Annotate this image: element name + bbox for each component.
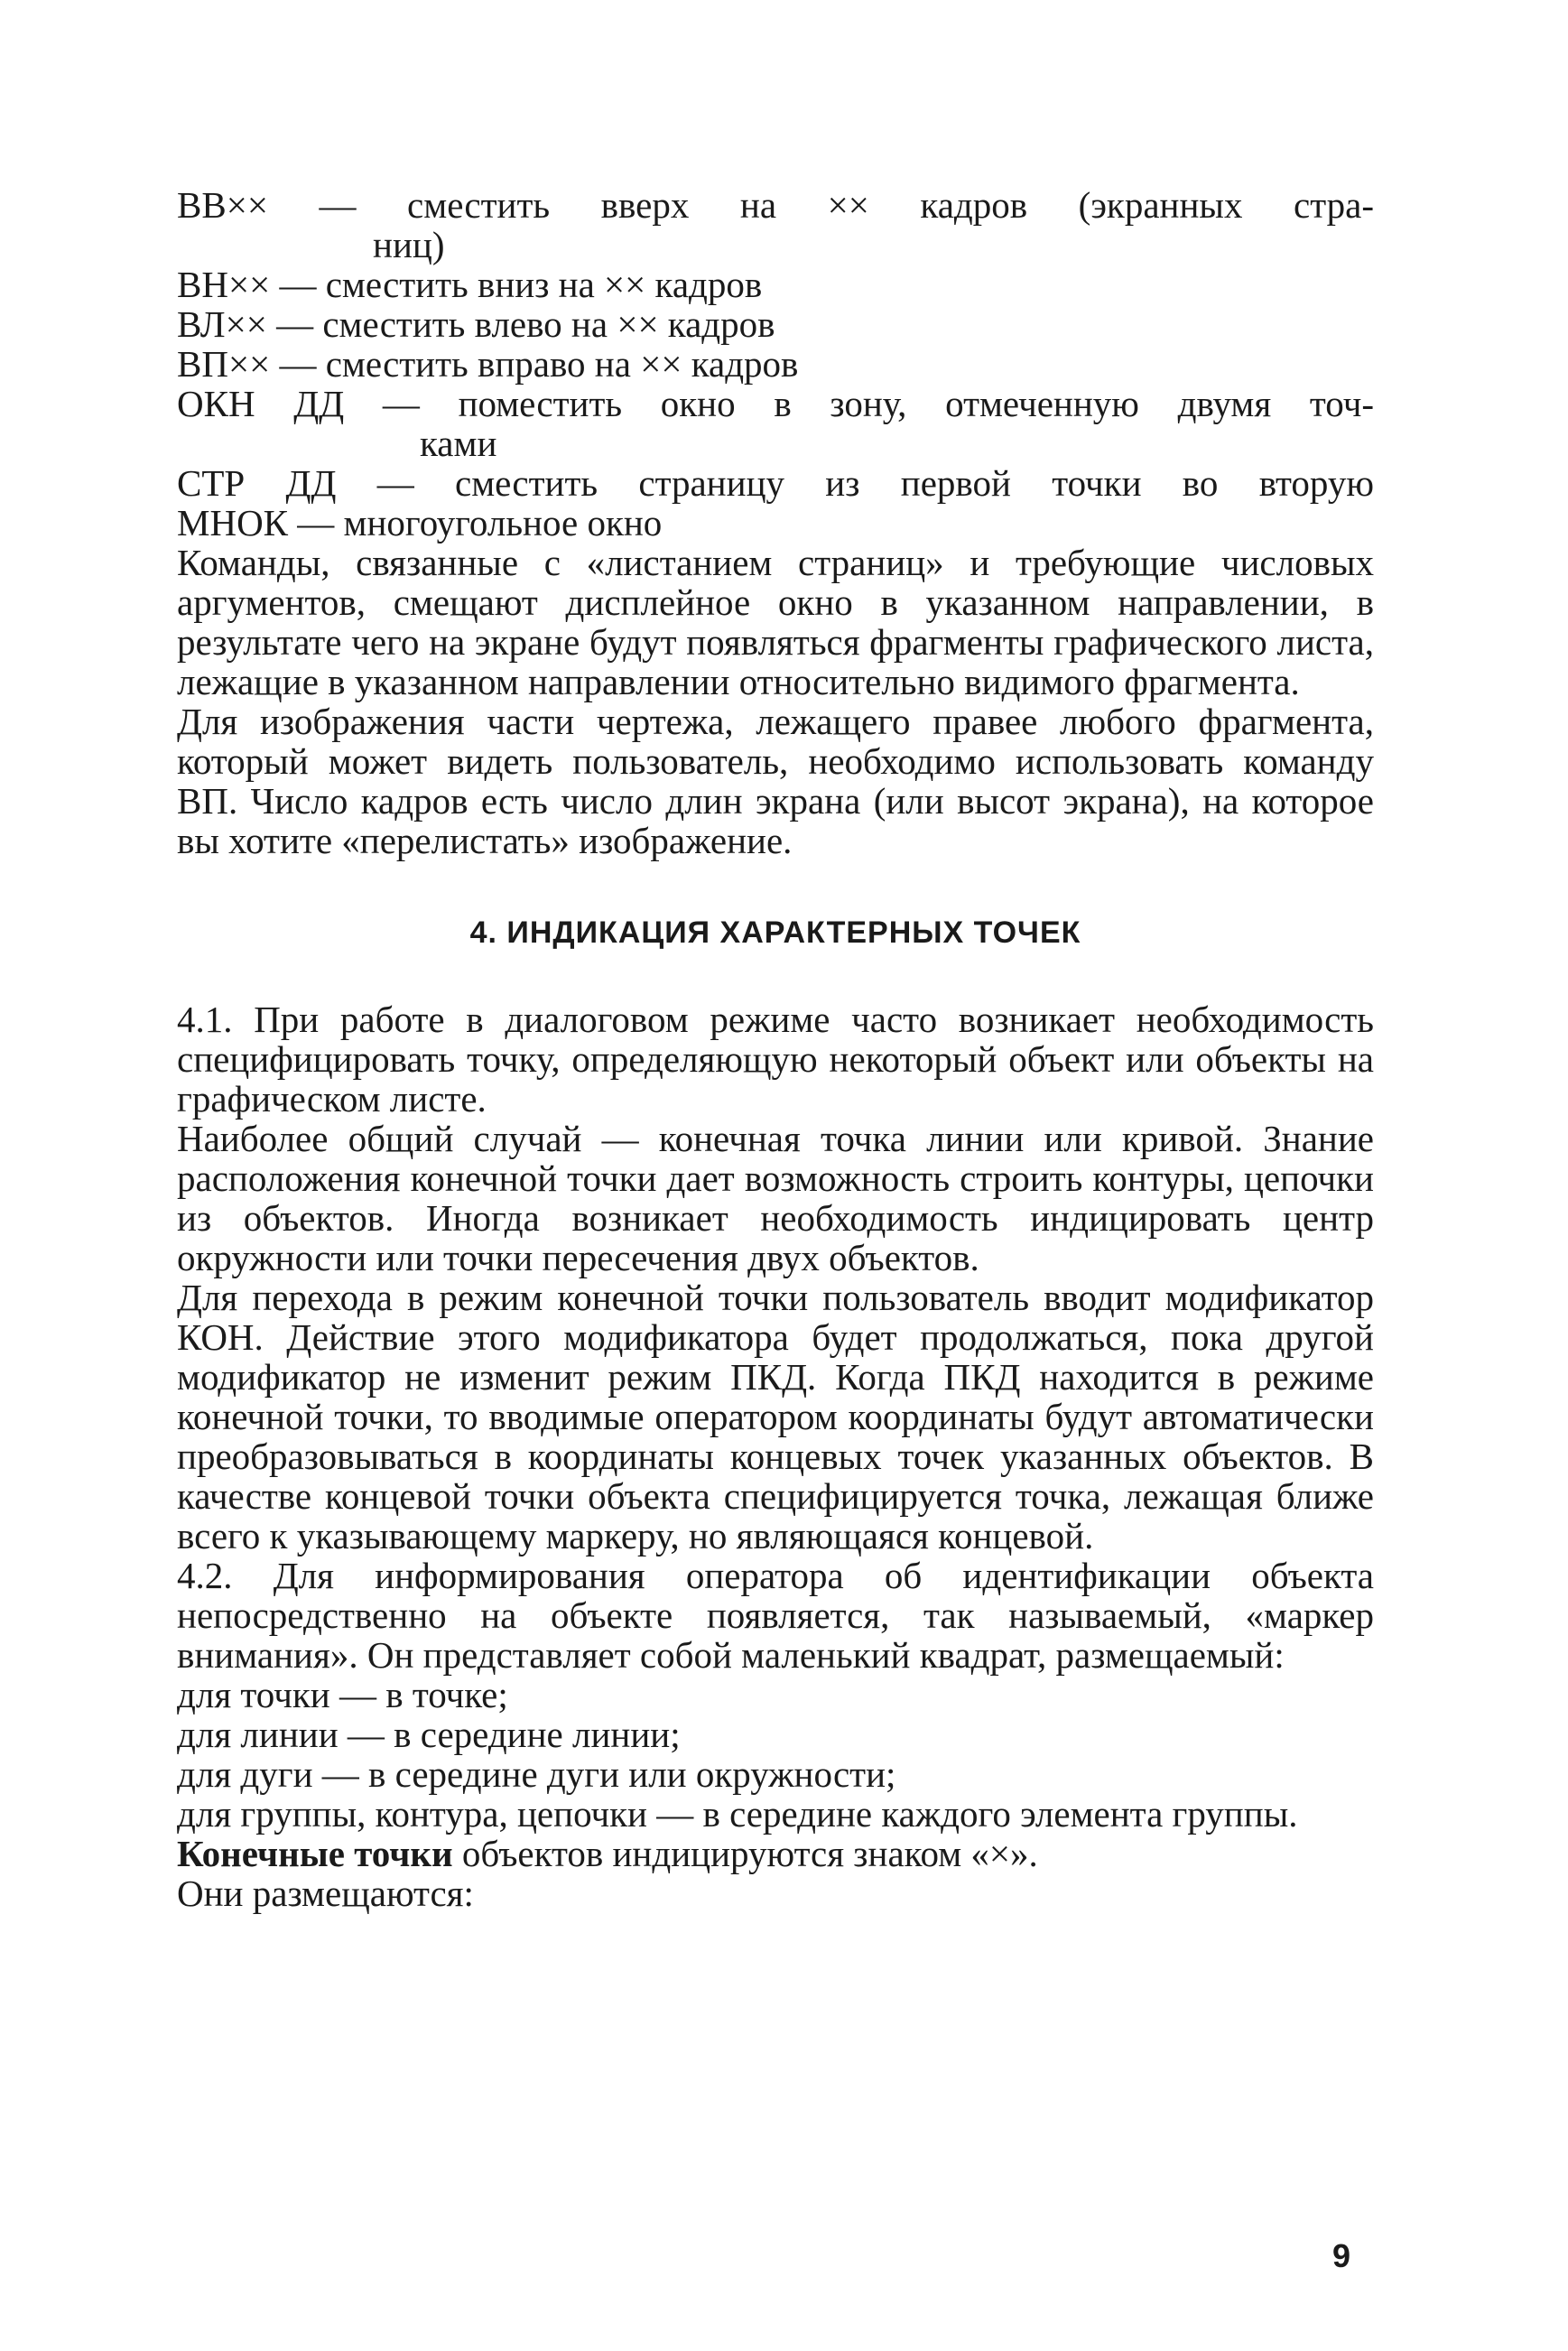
command-item bbox=[177, 503, 1374, 543]
bold-term: Конечные точки bbox=[177, 1833, 453, 1874]
command-text: ВВ×× — сместить вверх на ×× кадров (экранных стра- bbox=[177, 184, 1374, 226]
list-item: для линии — в середине линии; bbox=[177, 1714, 681, 1755]
page-number: 9 bbox=[1332, 2237, 1351, 2274]
command-list bbox=[177, 185, 1374, 543]
paragraph: Для перехода в режим конечной точки пользователь вводит модификатор КОН. Действие этого модификатора будет продолжаться, пока другой модификатор не изменит режим ПКД. Когда ПКД находится в режиме конечной точки, то вводимые оператором координаты будут автоматически преобразовываться в координаты концевых точек указанных объектов. В качестве концевой точки объекта специфицируется точка, лежащая ближе всего к указывающему маркеру, но являющаяся концевой. bbox=[177, 1277, 1374, 1556]
paragraph: 4.1. При работе в диалоговом режиме часто возникает необходимость специфицировать точку, определяющую некоторый объект или объекты на графическом листе. bbox=[177, 999, 1374, 1120]
command-item bbox=[177, 304, 1374, 344]
command-item bbox=[177, 265, 1374, 304]
paragraph-text: объектов индицируются знаком «×». bbox=[452, 1833, 1038, 1874]
command-item bbox=[177, 185, 1374, 265]
command-continuation: ниц) bbox=[373, 224, 445, 265]
paragraph: 4.2. Для информирования оператора об идентификации объекта непосредственно на объекте появляется, так называемый, «маркер внимания». Он представляет собой маленький квадрат, размещаемый: bbox=[177, 1555, 1374, 1676]
paragraph bbox=[177, 1834, 1374, 1873]
paragraph: Команды, связанные с «листанием страниц» и требующие числовых аргументов, смещают дисплейное окно в указанном направлении, в результате чего на экране будут появляться фрагменты графического листа, лежащие в указанном направлении относительно видимого фрагмента. bbox=[177, 542, 1374, 702]
command-continuation: ками bbox=[420, 423, 497, 464]
command-text: ВЛ×× — сместить влево на ×× кадров bbox=[177, 303, 775, 345]
command-item bbox=[177, 344, 1374, 384]
text-column bbox=[177, 185, 1374, 1913]
command-text: ВП×× — сместить вправо на ×× кадров bbox=[177, 343, 799, 385]
paragraph: Наиболее общий случай — конечная точка линии или кривой. Знание расположения конечной точки дает возможность строить контуры, цепочки из объектов. Иногда возникает необходимость индицировать центр окружности или точки пересечения двух объектов. bbox=[177, 1118, 1374, 1278]
command-item bbox=[177, 463, 1374, 503]
command-item bbox=[177, 384, 1374, 463]
command-text: СТР ДД — сместить страницу из первой точки во вторую bbox=[177, 462, 1374, 504]
list-item: для группы, контура, цепочки — в середине каждого элемента группы. bbox=[177, 1793, 1298, 1835]
command-text: МНОК — многоугольное окно bbox=[177, 502, 663, 544]
list-item: для точки — в точке; bbox=[177, 1674, 508, 1715]
list-item: для дуги — в середине дуги или окружности; bbox=[177, 1753, 896, 1795]
command-text: ВН×× — сместить вниз на ×× кадров bbox=[177, 264, 763, 305]
paragraph: Для изображения части чертежа, лежащего правее любого фрагмента, который может видеть пользователь, необходимо использовать команду ВП. Число кадров есть число длин экрана (или высот экрана), на которое вы хотите «перелистать» изображение. bbox=[177, 701, 1374, 861]
command-text: ОКН ДД — поместить окно в зону, отмеченную двумя точ- bbox=[177, 383, 1374, 424]
marker-list bbox=[177, 1675, 1374, 1834]
paragraph: Они размещаются: bbox=[177, 1872, 474, 1914]
section-heading: 4. ИНДИКАЦИЯ ХАРАКТЕРНЫХ ТОЧЕК bbox=[469, 915, 1081, 950]
